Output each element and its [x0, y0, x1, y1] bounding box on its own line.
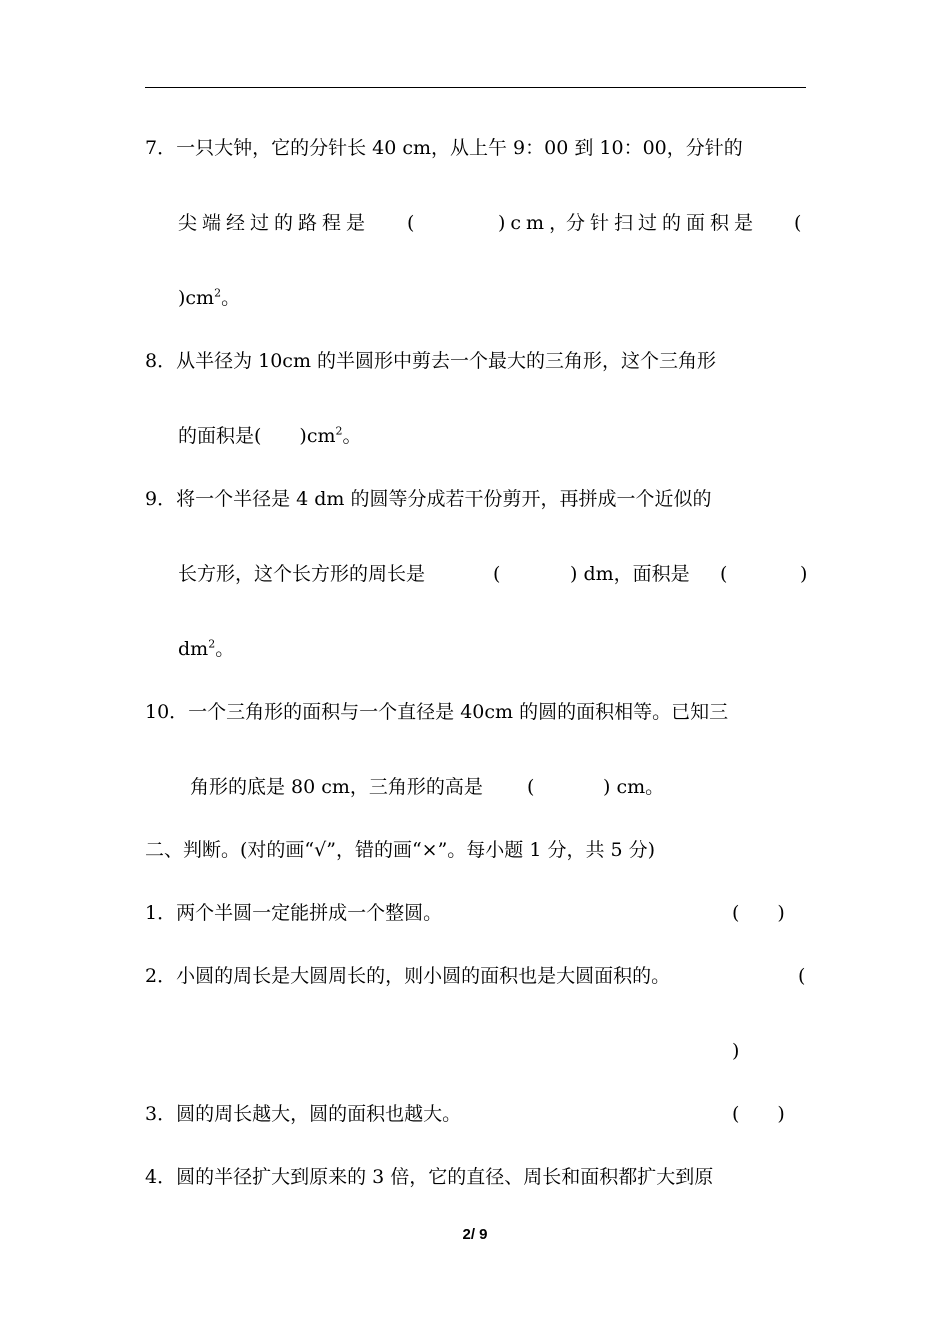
judge-4-text: 4．圆的半径扩大到原来的 3 倍，它的直径、周长和面积都扩大到原: [145, 1166, 714, 1188]
q10-height-blank-open: (: [527, 776, 535, 798]
q9-area-blank-open: (: [720, 563, 728, 585]
q8-line1: 8．从半径为 10cm 的半圆形中剪去一个最大的三角形，这个三角形: [145, 350, 717, 372]
q9-line2-label: 长方形，这个长方形的周长是: [178, 563, 426, 585]
page-number: 2/ 9: [462, 1226, 488, 1243]
judge-3-answer-blank[interactable]: ( ): [732, 1103, 785, 1125]
judge-2-blank-open[interactable]: (: [798, 965, 806, 987]
q9-perimeter-blank-close: ) dm，面积是: [570, 563, 690, 585]
q7-area-label: 分针扫过的面积是: [566, 212, 759, 234]
q7-sup: 2: [214, 286, 222, 300]
q7-line1: 7．一只大钟，它的分针长 40 cm，从上午 9：00 到 10：00，分针的: [145, 137, 743, 159]
q9-line3: $dm^2$。: [178, 637, 235, 660]
judge-1-answer-blank[interactable]: ( ): [732, 902, 785, 924]
section-title: 二、判断。(对的画“√”，错的画“×”。每小题 1 分，共 5 分): [145, 839, 656, 861]
q7-line3: )$cm^2$。: [178, 286, 241, 309]
q7-route-label: 尖端经过的路程是: [178, 212, 371, 234]
q7-area-blank-open: (: [794, 212, 802, 234]
q7-line2: [178, 211, 370, 235]
judge-2-blank-close[interactable]: ): [732, 1040, 740, 1062]
q10-height-blank-close: ) cm。: [603, 776, 665, 798]
q10-line2-label: 角形的底是 80 cm，三角形的高是: [190, 776, 483, 798]
judge-3-text: 3．圆的周长越大，圆的面积也越大。: [145, 1103, 462, 1125]
judge-2-text: 2．小圆的周长是大圆周长的，则小圆的面积也是大圆面积的。: [145, 965, 671, 987]
q9-sup: 2: [208, 637, 216, 651]
q9-perimeter-blank-open: (: [493, 563, 501, 585]
q8-sup: 2: [335, 424, 343, 438]
header-rule: [145, 87, 806, 88]
q9-area-blank-close: ): [800, 563, 808, 585]
q7-route-blank-close: )cm，: [498, 212, 574, 234]
judge-1-text: 1．两个半圆一定能拼成一个整圆。: [145, 902, 443, 924]
q8-line2: 的面积是( )$cm^2$。: [178, 424, 362, 447]
q7-route-blank-open: (: [407, 212, 415, 234]
q10-line1: 10．一个三角形的面积与一个直径是 40cm 的圆的面积相等。已知三: [145, 701, 729, 723]
q9-line1: 9．将一个半径是 4 dm 的圆等分成若干份剪开，再拼成一个近似的: [145, 488, 712, 510]
